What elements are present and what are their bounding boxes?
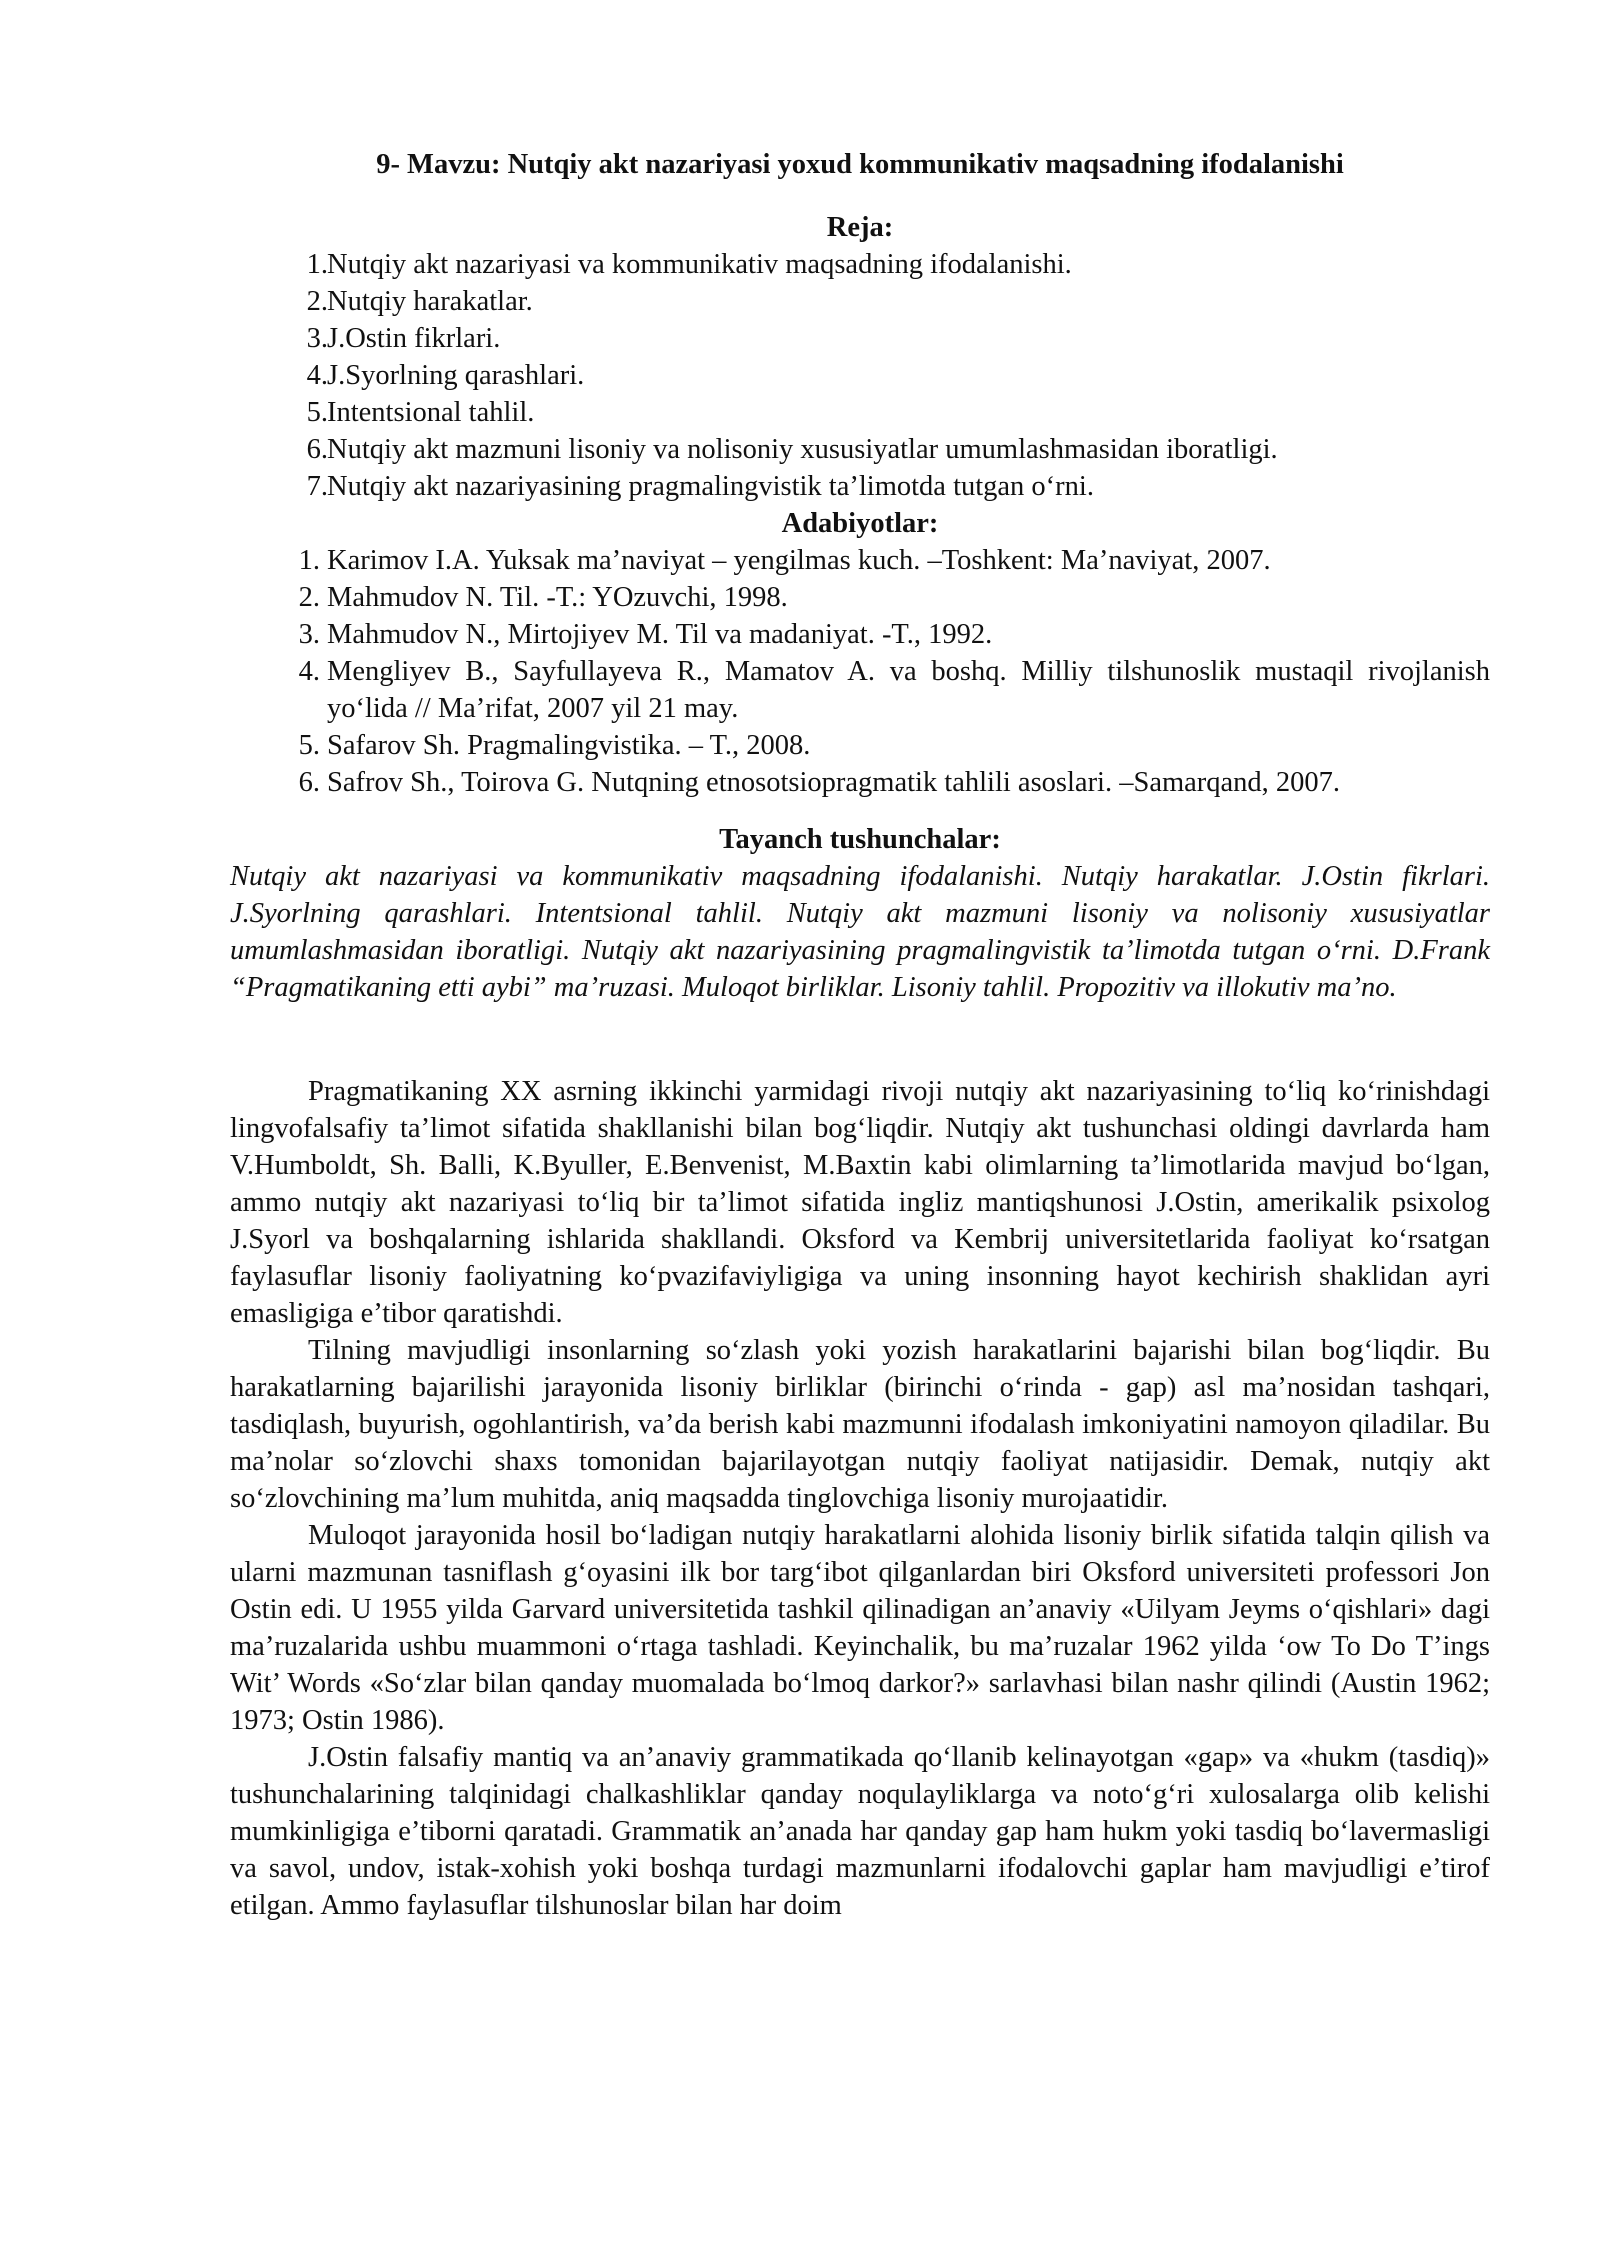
list-text: Nutqiy akt nazariyasi va kommunikativ maqsadning ifodalanishi.	[327, 249, 1072, 280]
list-item	[230, 653, 1490, 727]
plan-heading: Reja:	[826, 212, 894, 243]
list-item	[230, 616, 1490, 653]
list-text: Mengliyev B., Sayfullayeva R., Mamatov A. va boshq. Milliy tilshunoslik mustaqil rivojlanish yo‘lida // Ma’rifat, 2007 yil 21 may.	[327, 656, 1490, 724]
list-number: 6.	[306, 434, 328, 465]
list-number: 6.	[298, 767, 320, 798]
list-item	[230, 357, 1490, 394]
body-paragraph: Pragmatikaning XX asrning ikkinchi yarmidagi rivoji nutqiy akt nazariyasining to‘liq ko‘rinishdagi lingvofalsafiy ta’limot sifatida shakllanishi bilan bog‘liqdir. Nutqiy akt tushunchasi oldingi davrlarda ham V.Humboldt, Sh. Balli, K.Byuller, E.Benvenist, M.Baxtin kabi olimlarning ta’limotlarida mavjud bo‘lgan, ammo nutqiy akt nazariyasi to‘liq bir ta’limot sifatida ingliz mantiqshunosi J.Ostin, amerikalik psixolog J.Syorl va boshqalarning ishlarida shakllandi. Oksford va Kembrij universitetlarida faoliyat ko‘rsatgan faylasuflar lisoniy faoliyatning ko‘pvazifaviyligiga va uning insonning hayot kechirish shaklidan ayri emasligiga e’tibor qaratishdi.	[230, 1076, 1490, 1329]
list-number: 5.	[306, 397, 328, 428]
list-text: Nutqiy akt nazariyasining pragmalingvistik ta’limotda tutgan o‘rni.	[327, 471, 1094, 502]
list-item	[230, 727, 1490, 764]
list-number: 1.	[306, 249, 328, 280]
key-concepts-text: Nutqiy akt nazariyasi va kommunikativ maqsadning ifodalanishi. Nutqiy harakatlar. J.Ostin fikrlari. J.Syorlning qarashlari. Intentsional tahlil. Nutqiy akt mazmuni lisoniy va nolisoniy xususiyatlar umumlashmasidan iboratligi. Nutqiy akt nazariyasining pragmalingvistik ta’limotda tutgan o‘rni. D.Frank “Pragmatikaning etti aybi” ma’ruzasi. Muloqot birliklar. Lisoniy tahlil. Propozitiv va illokutiv ma’no.	[230, 861, 1490, 1003]
list-item	[230, 320, 1490, 357]
list-number: 2.	[306, 286, 328, 317]
plan-list	[230, 246, 1490, 505]
list-item	[230, 246, 1490, 283]
references-list	[230, 542, 1490, 801]
key-concepts-heading: Tayanch tushunchalar:	[719, 824, 1001, 855]
list-number: 7.	[306, 471, 328, 502]
list-item	[230, 579, 1490, 616]
list-text: Intentsional tahlil.	[327, 397, 535, 428]
list-number: 3.	[306, 323, 328, 354]
list-text: Nutqiy harakatlar.	[327, 286, 533, 317]
list-item	[230, 431, 1490, 468]
body-paragraph: Tilning mavjudligi insonlarning so‘zlash yoki yozish harakatlarini bajarishi bilan bog‘liqdir. Bu harakatlarning bajarilishi jarayonida lisoniy birliklar (birinchi o‘rinda - gap) asl ma’nosidan tashqari, tasdiqlash, buyurish, ogohlantirish, va’da berish kabi mazmunni ifodalash imkoniyatini namoyon qiladilar. Bu ma’nolar so‘zlovchi shaxs tomonidan bajarilayotgan nutqiy faoliyat natijasidir. Demak, nutqiy akt so‘zlovchining ma’lum muhitda, aniq maqsadda tinglovchiga lisoniy murojaatidir.	[230, 1335, 1490, 1514]
list-number: 1.	[298, 545, 320, 576]
list-text: Mahmudov N. Til. -T.: YOzuvchi, 1998.	[327, 582, 788, 613]
list-text: Safrov Sh., Toirova G. Nutqning etnosotsiopragmatik tahlili asoslari. –Samarqand, 2007.	[327, 767, 1341, 798]
list-number: 4.	[306, 360, 328, 391]
list-text: J.Syorlning qarashlari.	[327, 360, 585, 391]
document-page	[230, 146, 1490, 1924]
list-text: J.Ostin fikrlari.	[327, 323, 501, 354]
list-number: 5.	[298, 730, 320, 761]
main-body	[230, 1073, 1490, 1924]
list-number: 2.	[298, 582, 320, 613]
list-item	[230, 764, 1490, 801]
list-item	[230, 283, 1490, 320]
list-item	[230, 468, 1490, 505]
document-title: 9- Mavzu: Nutqiy akt nazariyasi yoxud kommunikativ maqsadning ifodalanishi	[376, 149, 1344, 180]
list-number: 3.	[298, 619, 320, 650]
list-text: Karimov I.A. Yuksak ma’naviyat – yengilmas kuch. –Toshkent: Ma’naviyat, 2007.	[327, 545, 1271, 576]
list-number: 4.	[298, 656, 320, 687]
list-item	[230, 394, 1490, 431]
body-paragraph: Muloqot jarayonida hosil bo‘ladigan nutqiy harakatlarni alohida lisoniy birlik sifatida talqin qilish va ularni mazmunan tasniflash g‘oyasini ilk bor targ‘ibot qilganlardan biri Oksford universiteti professori Jon Ostin edi. U 1955 yilda Garvard universitetida tashkil qilinadigan an’anaviy «Uilyam Jeyms o‘qishlari» dagi ma’ruzalarida ushbu muammoni o‘rtaga tashladi. Keyinchalik, bu ma’ruzalar 1962 yilda ‘ow To Do T’ings Wit’ Words «So‘zlar bilan qanday muomalada bo‘lmoq darkor?» sarlavhasi bilan nashr qilindi (Austin 1962; 1973; Ostin 1986).	[230, 1520, 1490, 1736]
body-paragraph: J.Ostin falsafiy mantiq va an’anaviy grammatikada qo‘llanib kelinayotgan «gap» va «hukm (tasdiq)» tushunchalarining talqinidagi chalkashliklar qanday noqulayliklarga va noto‘g‘ri xulosalarga olib kelishi mumkinligiga e’tiborni qaratadi. Grammatik an’anada har qanday gap ham hukm yoki tasdiq bo‘lavermasligi va savol, undov, istak-xohish yoki boshqa turdagi mazmunlarni ifodalovchi gaplar ham mavjudligi e’tirof etilgan. Ammo faylasuflar tilshunoslar bilan har doim	[230, 1742, 1490, 1921]
references-heading: Adabiyotlar:	[781, 508, 939, 539]
list-text: Safarov Sh. Pragmalingvistika. – T., 2008.	[327, 730, 811, 761]
list-item	[230, 542, 1490, 579]
list-text: Nutqiy akt mazmuni lisoniy va nolisoniy xususiyatlar umumlashmasidan iboratligi.	[327, 434, 1278, 465]
list-text: Mahmudov N., Mirtojiyev M. Til va madaniyat. -T., 1992.	[327, 619, 993, 650]
